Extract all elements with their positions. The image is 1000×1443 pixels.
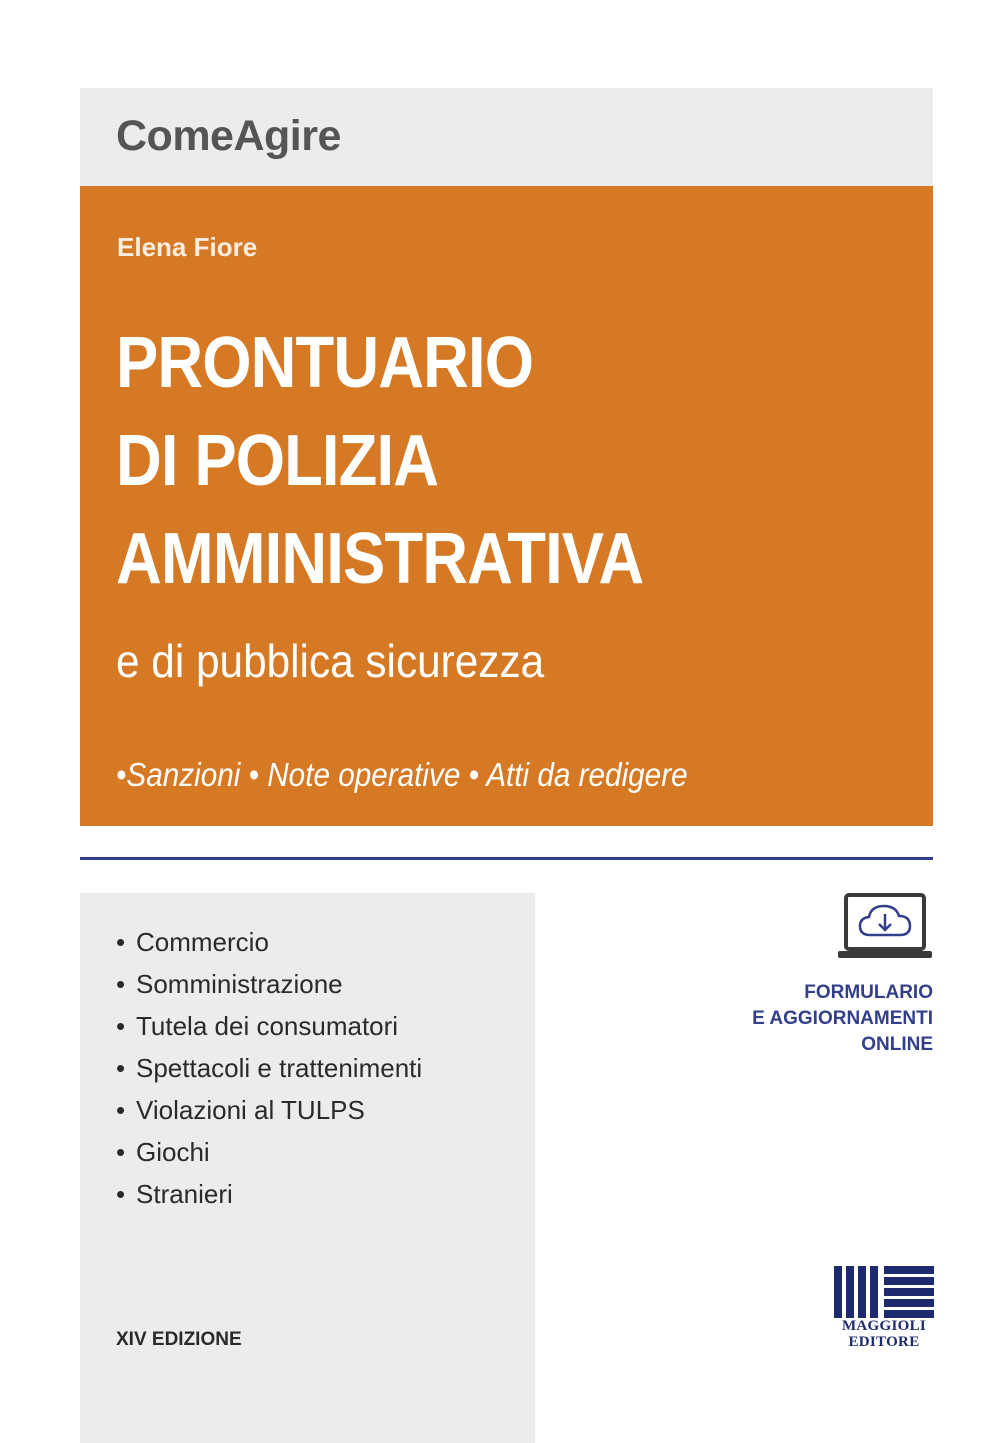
topic-label: Violazioni al TULPS <box>136 1095 365 1125</box>
topic-item: • Violazioni al TULPS <box>116 1095 365 1125</box>
topic-label: Spettacoli e trattenimenti <box>136 1053 423 1083</box>
divider-rule <box>80 857 933 860</box>
series-name: ComeAgire <box>116 112 341 160</box>
topic-item: • Somministrazione <box>116 969 343 999</box>
book-title <box>116 314 916 608</box>
title-line-3: AMMINISTRATIVA <box>116 519 644 599</box>
online-line-3: ONLINE <box>861 1034 933 1055</box>
online-line-2: E AGGIORNAMENTI <box>752 1008 933 1029</box>
topic-item: • Commercio <box>116 927 269 957</box>
title-line-2: DI POLIZIA <box>116 421 439 501</box>
title-line-1: PRONTUARIO <box>116 323 534 403</box>
topic-label: Stranieri <box>136 1179 233 1209</box>
topic-label: Giochi <box>136 1137 210 1167</box>
topics-panel <box>80 893 535 1443</box>
topic-label: Somministrazione <box>136 969 343 999</box>
book-subtitle: e di pubblica sicurezza <box>116 635 545 687</box>
edition-label: XIV EDIZIONE <box>116 1329 242 1350</box>
maggioli-logo <box>834 1266 934 1318</box>
topic-item: • Stranieri <box>116 1179 233 1209</box>
topic-label: Tutela dei consumatori <box>136 1011 399 1041</box>
topic-label: Commercio <box>136 927 269 957</box>
series-band <box>80 88 933 186</box>
topic-item: • Tutela dei consumatori <box>116 1011 399 1041</box>
laptop-download-icon <box>836 892 934 966</box>
topic-item: • Giochi <box>116 1137 210 1167</box>
author-name: Elena Fiore <box>117 232 258 262</box>
topic-item: • Spettacoli e trattenimenti <box>116 1053 423 1083</box>
topics-list <box>116 921 422 1215</box>
title-panel <box>80 186 933 826</box>
online-resources-label <box>752 980 933 1058</box>
tagline: •Sanzioni • Note operative • Atti da redigere <box>116 756 688 793</box>
publisher-name <box>834 1318 934 1350</box>
publisher-logo <box>834 1266 934 1350</box>
publisher-line-2: EDITORE <box>848 1334 920 1350</box>
publisher-line-1: MAGGIOLI <box>841 1318 927 1334</box>
online-line-1: FORMULARIO <box>804 982 933 1003</box>
